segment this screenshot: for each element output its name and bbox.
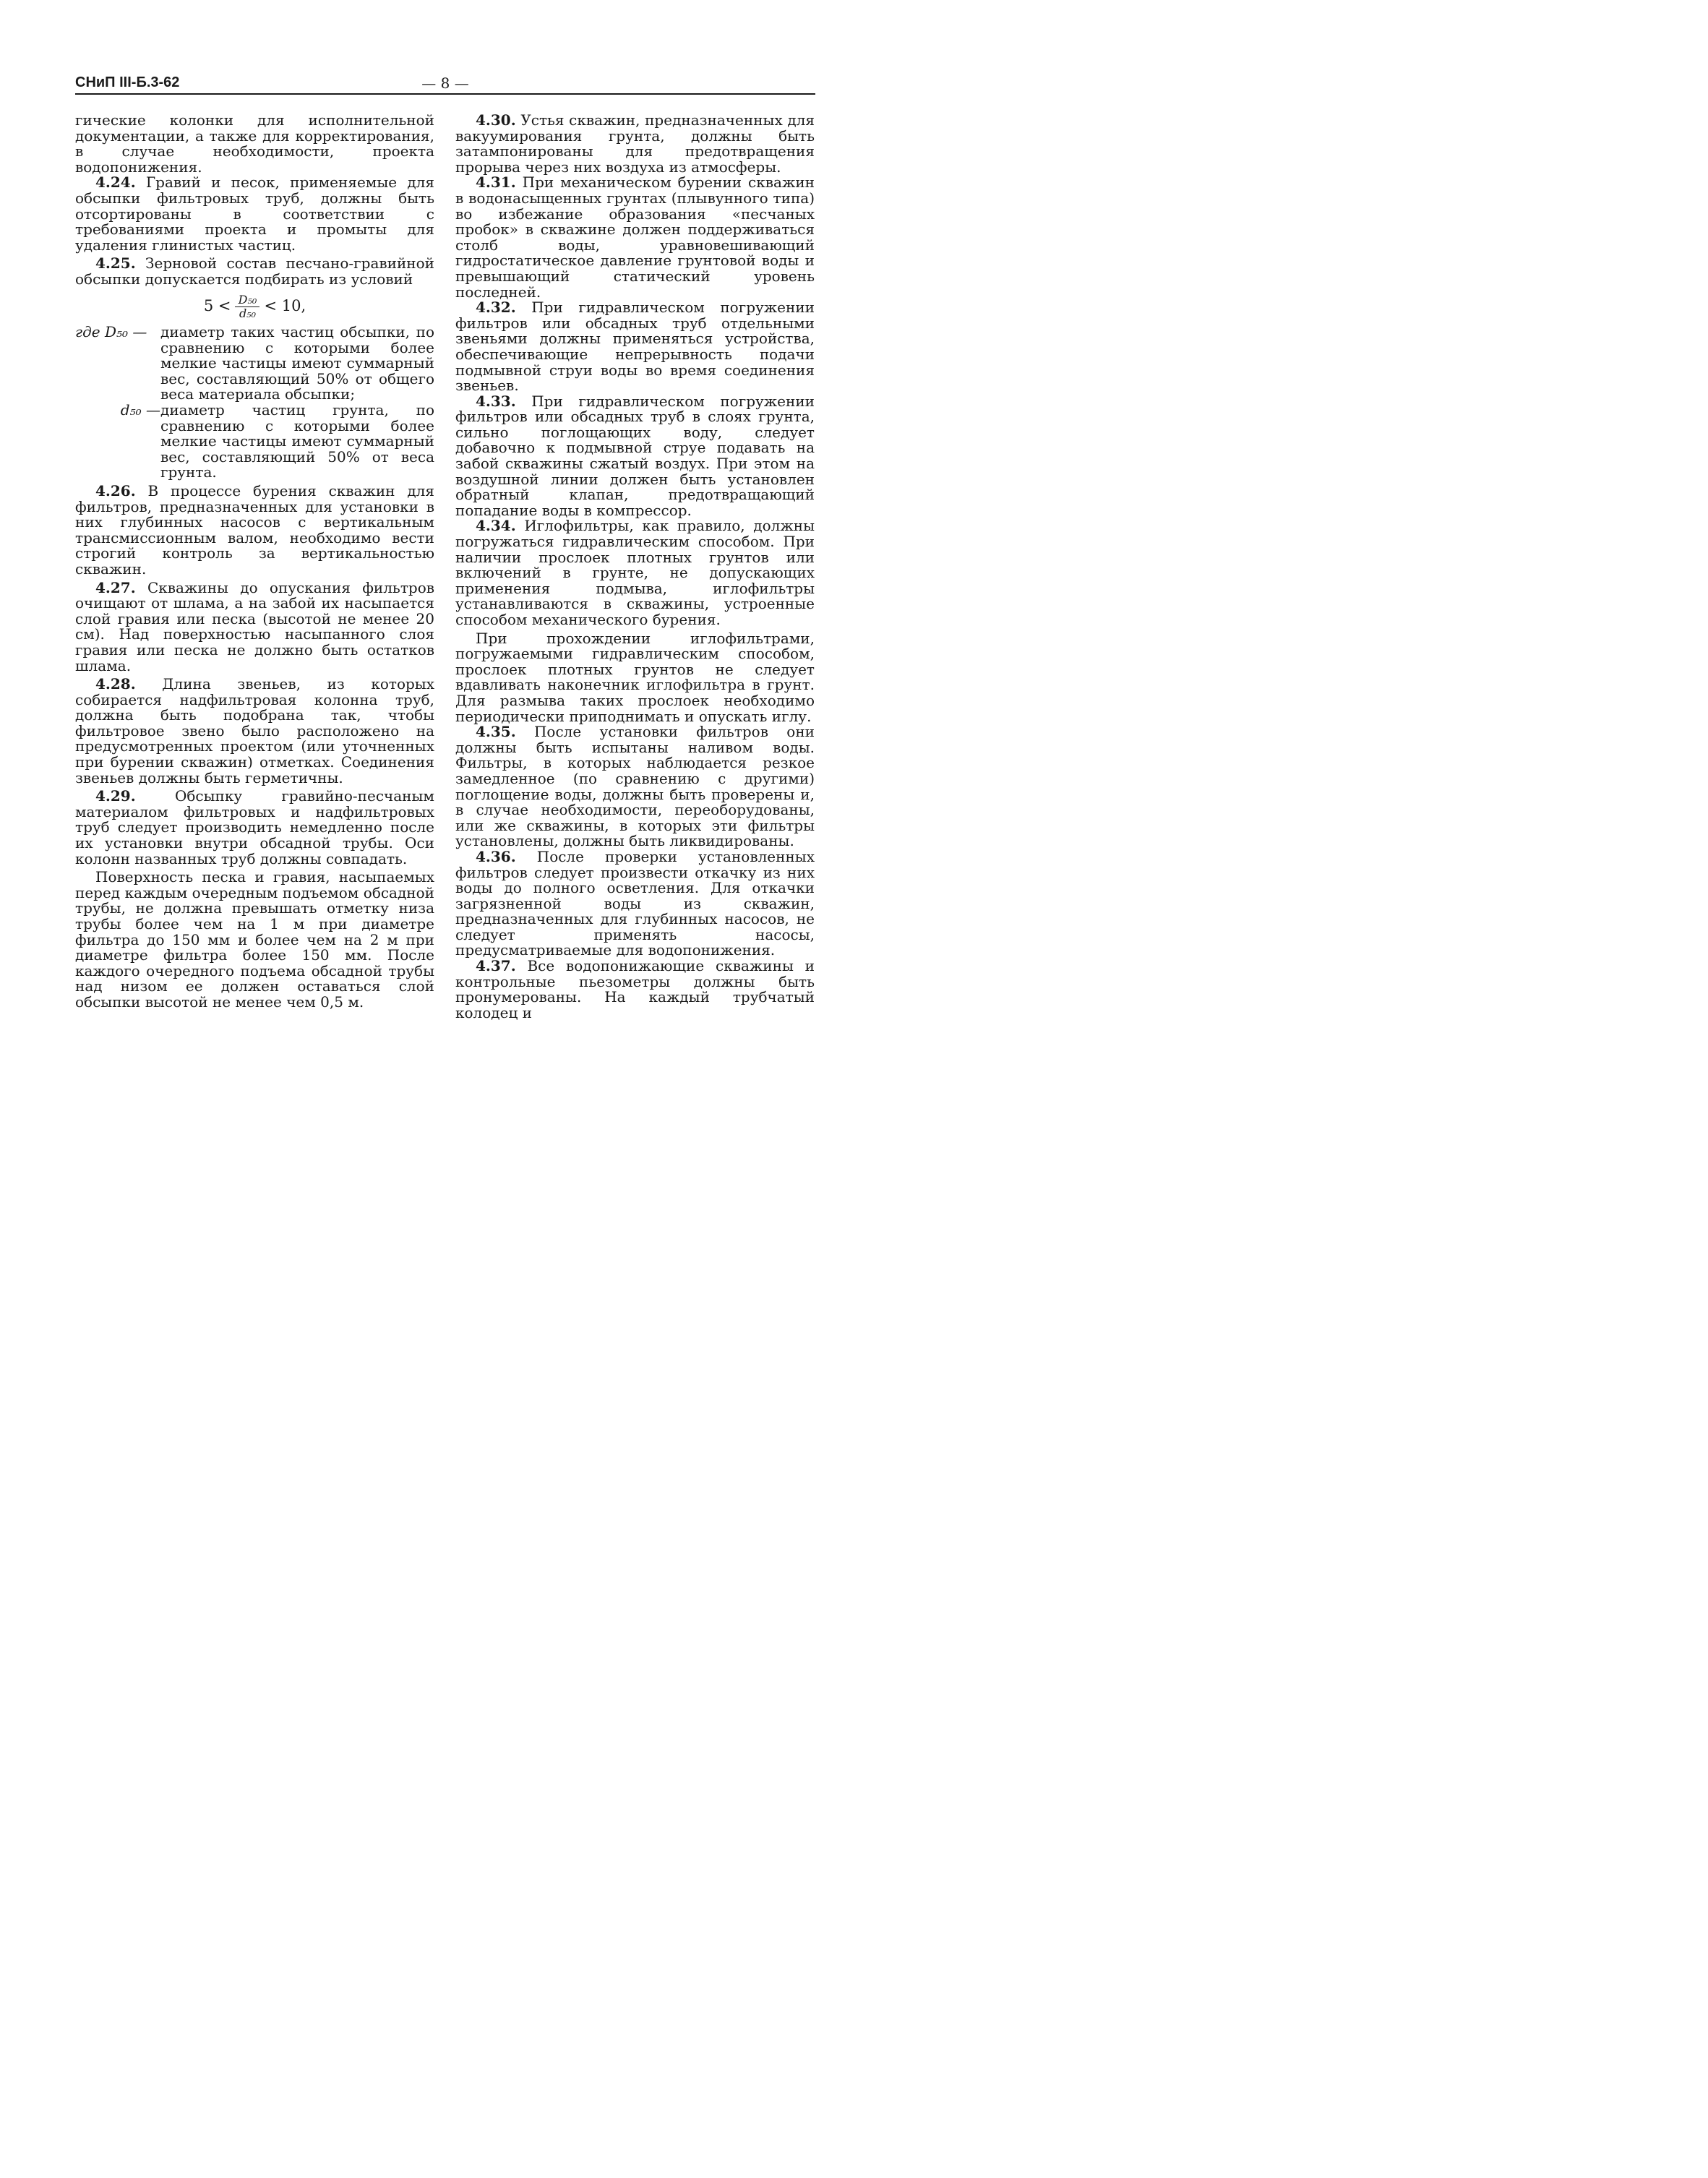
clause-number: 4.36.: [476, 847, 516, 865]
definition-item: [75, 403, 434, 481]
clause-text: После проверки установленных фильтров следует произвести откачку из них воды до полного осветления. Для откачки загрязненной воды из скважин, предназначенных для глубинных насосов, не следует применять насосы, предусматриваемые для водопонижения.: [455, 847, 815, 959]
clause-text: Все водопонижающие скважины и контрольные пьезометры должны быть пронумерованы. На каждый трубчатый колодец и: [455, 957, 815, 1021]
paragraph-4-30: [455, 113, 815, 175]
clause-number: 4.35.: [476, 723, 516, 741]
paragraph-4-34-continued: При прохождении иглофильтрами, погружаемыми гидравлическим способом, прослоек плотных грунтов не следует вдавливать наконечник иглофильтра в грунт. Для размыва таких прослоек необходимо периодически приподнимать и опускать иглу.: [455, 629, 815, 725]
clause-text: В процессе бурения скважин для фильтров, предназначенных для установки в них глубинных насосов с вертикальным трансмиссионным валом, необходимо вести строгий контроль за вертикальностью скважин.: [75, 481, 434, 578]
clause-text: Обсыпку гравийно-песчаным материалом фильтровых и надфильтровых труб следует производить немедленно после их установки внутри обсадной трубы. Оси колонн названных труб должны совпадать.: [75, 787, 434, 867]
paragraph-4-37: [455, 959, 815, 1021]
formula: [75, 293, 434, 321]
clause-text: Зерновой состав песчано-гравийной обсыпки допускается подбирать из условий: [75, 254, 434, 288]
paragraph-4-31: [455, 175, 815, 300]
clause-number: 4.25.: [95, 254, 136, 273]
paragraph-4-27: [75, 580, 434, 674]
clause-text: Гравий и песок, применяемые для обсыпки фильтровых труб, должны быть отсортированы в соответствии с требованиями проекта и промыты для удаления глинистых частиц.: [75, 173, 434, 254]
formula-numerator: D₅₀: [238, 292, 257, 306]
clause-text: При гидравлическом погружении фильтров или обсадных труб в слоях грунта, сильно поглощающих воду, следует добавочно к подмывной струе подавать на забой скважины сжатый воздух. При этом на воздушной линии должен быть установлен обратный клапан, предотвращающий попадание воды в компрессор.: [455, 392, 815, 519]
clause-number: 4.28.: [95, 675, 136, 693]
formula-left: 5 <: [203, 297, 231, 315]
definition-text: диаметр частиц грунта, по сравнению с которыми более мелкие частицы имеют суммарный вес, составляющий 50% от веса грунта.: [160, 401, 434, 481]
paragraph-continued: гические колонки для исполнительной документации, а также для корректирования, в случае необходимости, проекта водопонижения.: [75, 111, 434, 176]
clause-number: 4.32.: [476, 299, 516, 317]
page-number: — 8 —: [421, 74, 469, 92]
definition-term: где D₅₀ —: [75, 323, 147, 341]
paragraph-4-33: [455, 394, 815, 519]
left-column: [75, 113, 434, 1011]
clause-number: 4.26.: [95, 481, 136, 500]
header-rule: [75, 93, 815, 95]
clause-text: При механическом бурении скважин в водонасыщенных грунтах (плывунного типа) во избежание образования «песчаных пробок» в скважине должен поддерживаться столб воды, уравновешивающий гидростатическое давление грунтовой воды и превышающий статический уровень последней.: [455, 173, 815, 301]
clause-text: При гидравлическом погружении фильтров или обсадных труб отдельными звеньями должны применяться устройства, обеспечивающие непрерывность подачи подмывной струи воды во время соединения звеньев.: [455, 299, 815, 395]
paragraph-4-34: [455, 518, 815, 627]
paragraph-4-35: [455, 724, 815, 849]
formula-denominator: d₅₀: [239, 306, 257, 321]
clause-text: Устья скважин, предназначенных для вакуумирования грунта, должны быть затампонированы для предотвращения прорыва через них воздуха из атмосферы.: [455, 111, 815, 176]
clause-number: 4.24.: [95, 173, 136, 192]
clause-number: 4.37.: [476, 957, 516, 975]
paragraph-4-36: [455, 849, 815, 959]
paragraph-4-26: [75, 481, 434, 578]
clause-number: 4.29.: [95, 787, 136, 805]
clause-number: 4.30.: [476, 111, 516, 129]
paragraph-4-28: [75, 677, 434, 786]
clause-number: 4.33.: [476, 392, 516, 410]
clause-text: Иглофильтры, как правило, должны погружаться гидравлическим способом. При наличии прослоек плотных грунтов или включений в грунте, не допускающих применения подмыва, иглофильтры устанавливаются в скважины, устроенные способом механического бурения.: [455, 517, 815, 628]
definition-item: [75, 325, 434, 403]
formula-right: < 10,: [264, 297, 306, 315]
right-column: [455, 113, 815, 1021]
paragraph-4-29-continued: Поверхность песка и гравия, насыпаемых перед каждым очередным подъемом обсадной трубы, не должна превышать отметку низа трубы более чем на 1 м при диаметре фильтра до 150 мм и более чем на 2 м при диаметре фильтра более 150 мм. После каждого очередного подъема обсадной трубы над низом ее должен оставаться слой обсыпки высотой не менее чем 0,5 м.: [75, 868, 434, 1011]
formula-fraction: [235, 293, 259, 321]
document-code: СНиП III-Б.3-62: [75, 74, 180, 90]
clause-text: Длина звеньев, из которых собирается надфильтровая колонна труб, должна быть подобрана так, чтобы фильтровое звено было расположено на предусмотренных проектом (или уточненных при бурении скважин) отметках. Соединения звеньев должны быть герметичны.: [75, 675, 434, 786]
page-header: [75, 74, 815, 93]
definition-list: [75, 325, 434, 481]
paragraph-4-32: [455, 300, 815, 394]
clause-number: 4.31.: [476, 173, 516, 192]
definition-term: d₅₀ —: [120, 401, 160, 419]
definition-text: диаметр таких частиц обсыпки, по сравнению с которыми более мелкие частицы имеют суммарный вес, составляющий 50% от общего веса материала обсыпки;: [160, 323, 434, 403]
clause-text: После установки фильтров они должны быть испытаны наливом воды. Фильтры, в которых наблюдается резкое замедленное (по сравнению с другими) поглощение воды, должны быть проверены и, в случае необходимости, переоборудованы, или же скважины, в которых эти фильтры установлены, должны быть ликвидированы.: [455, 723, 815, 850]
clause-number: 4.27.: [95, 578, 136, 596]
paragraph-4-29: [75, 789, 434, 867]
clause-text: Скважины до опускания фильтров очищают от шлама, а на забой их насыпается слой гравия или песка (высотой не менее 20 см). Над поверхностью насыпанного слоя гравия или песка не должно быть остатков шлама.: [75, 578, 434, 674]
paragraph-4-25: [75, 256, 434, 287]
clause-number: 4.34.: [476, 517, 516, 535]
paragraph-4-24: [75, 175, 434, 253]
